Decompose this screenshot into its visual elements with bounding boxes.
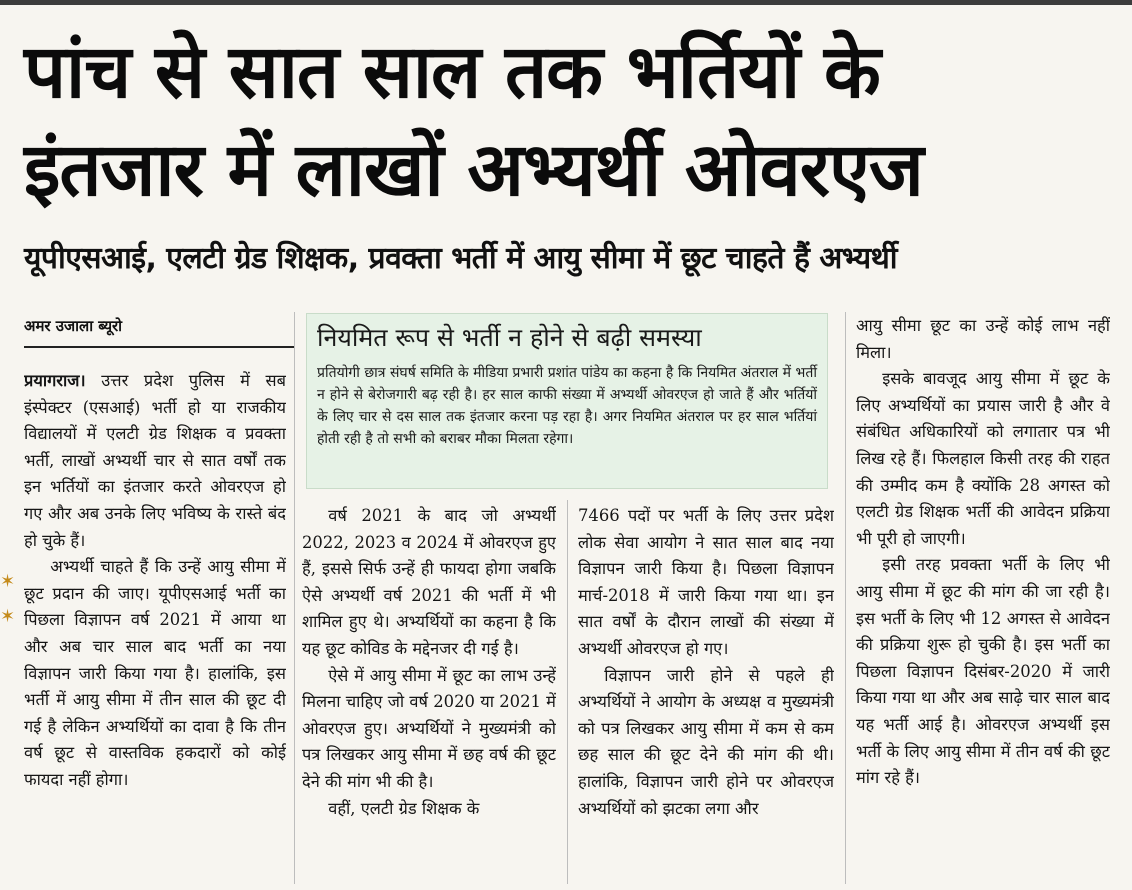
column-2-paragraph-2: ऐसे में आयु सीमा में छूट का लाभ उन्हें मिलना चाहिए जो वर्ष 2020 या 2021 में ओवरएज हुए। अभ्यर्थियों ने मुख्यमंत्री को पत्र लिखकर आयु सीमा में छह वर्ष की छूट देने की मांग भी की है। bbox=[302, 665, 556, 791]
column-1-paragraph-1 bbox=[24, 368, 286, 554]
article-column-4 bbox=[856, 313, 1110, 885]
page-edge-ornament: ✶ bbox=[0, 571, 16, 592]
column-4-paragraph-1: आयु सीमा छूट का उन्हें कोई लाभ नहीं मिला। bbox=[856, 316, 1110, 362]
headline-line-1: पांच से सात साल तक भर्तियों के bbox=[24, 29, 880, 115]
column-2-paragraph-1: वर्ष 2021 के बाद जो अभ्यर्थी 2022, 2023 व 2024 में ओवरएज हुए हैं, इससे सिर्फ उन्हें ही फायदा होगा जबकि ऐसे अभ्यर्थी वर्ष 2021 की भर्ती में भी शामिल हुए थे। अभ्यर्थियों का कहना है कि यह छूट कोविड के मद्देनजर दी गई है। bbox=[302, 506, 556, 658]
subheadline: यूपीएसआई, एलटी ग्रेड शिक्षक, प्रवक्ता भर्ती में आयु सीमा में छूट चाहते हैं अभ्यर्थी bbox=[24, 241, 898, 276]
column-divider bbox=[294, 312, 295, 884]
column-1-paragraph-1-text: उत्तर प्रदेश पुलिस में सब इंस्पेक्टर (एसआई) भर्ती हो या राजकीय विद्यालयों में एलटी ग्रेड शिक्षक व प्रवक्ता भर्ती, लाखों अभ्यर्थी चार से सात वर्षों तक इन भर्तियों का इंतजार करते ओवरएज हो गए और अब उनके लिए भविष्य के रास्ते बंद हो चुके हैं। bbox=[24, 371, 286, 550]
article-column-3 bbox=[578, 503, 834, 883]
column-divider bbox=[567, 500, 568, 884]
column-2-paragraph-3: वहीं, एलटी ग्रेड शिक्षक के bbox=[328, 798, 480, 818]
page-edge-ornament: ✶ bbox=[0, 606, 16, 627]
article-column-2 bbox=[302, 503, 556, 883]
article-column-1 bbox=[24, 368, 286, 880]
byline: अमर उजाला ब्यूरो bbox=[24, 316, 294, 348]
column-4-paragraph-3: इसी तरह प्रवक्ता भर्ती के लिए भी आयु सीमा में छूट की मांग की जा रही है। इस भर्ती के लिए भी 12 अगस्त से आवेदन की प्रक्रिया शुरू हो चुकी है। इस भर्ती का पिछला विज्ञापन दिसंबर-2020 में जारी किया गया था और अब साढ़े चार साल बाद यह भर्ती आई है। ओवरएज अभ्यर्थी इस भर्ती के लिए आयु सीमा में तीन वर्ष की छूट मांग रहे हैं। bbox=[856, 555, 1110, 788]
top-border bbox=[0, 0, 1132, 5]
column-3-paragraph-1: 7466 पदों पर भर्ती के लिए उत्तर प्रदेश लोक सेवा आयोग ने सात साल बाद नया विज्ञापन जारी किया है। पिछला विज्ञापन मार्च-2018 में जारी किया गया था। इन सात वर्षों के दौरान लाखों की संख्या में अभ्यर्थी ओवरएज हो गए। bbox=[578, 506, 834, 658]
column-4-paragraph-2: इसके बावजूद आयु सीमा में छूट के लिए अभ्यर्थियों का प्रयास जारी है और वे संबंधित अधिकारियों को लगातार पत्र भी लिख रहे हैं। फिलहाल किसी तरह की राहत की उम्मीद कम है क्योंकि 28 अगस्त को एलटी ग्रेड शिक्षक भर्ती की आवेदन प्रक्रिया भी पूरी हो जाएगी। bbox=[856, 369, 1110, 548]
column-divider bbox=[845, 312, 846, 884]
headline-line-2: इंतजार में लाखों अभ्यर्थी ओवरएज bbox=[24, 127, 923, 213]
dateline: प्रयागराज। bbox=[24, 371, 86, 390]
column-1-paragraph-2: अभ्यर्थी चाहते हैं कि उन्हें आयु सीमा में छूट प्रदान की जाए। यूपीएसआई भर्ती का पिछला विज्ञापन वर्ष 2021 में आया था और अब चार साल बाद भर्ती का नया विज्ञापन जारी किया गया है। हालांकि, इस भर्ती में आयु सीमा में तीन साल की छूट दी गई है लेकिन अभ्यर्थियों का दावा है कि तीन वर्ष छूट से वास्तविक हकदारों को कोई फायदा नहीं होगा। bbox=[24, 557, 286, 789]
column-3-paragraph-2: विज्ञापन जारी होने से पहले ही अभ्यर्थियों ने आयोग के अध्यक्ष व मुख्यमंत्री को पत्र लिखकर आयु सीमा में कम से कम छह साल की छूट देने की मांग की थी। हालांकि, विज्ञापन जारी होने पर ओवरएज अभ्यर्थियों को झटका लगा और bbox=[578, 665, 834, 818]
highlight-box-body: प्रतियोगी छात्र संघर्ष समिति के मीडिया प्रभारी प्रशांत पांडेय का कहना है कि नियमित अंतराल में भर्ती न होने से बेरोजगारी बढ़ रही है। हर साल काफी संख्या में अभ्यर्थी ओवरएज हो जाते हैं और भर्तियों के लिए चार से दस साल तक इंतजार करना पड़ रहा है। अगर नियमित अंतराल पर हर साल भर्तियां होती रही है तो सभी को बराबर मौका मिलता रहेगा। bbox=[317, 365, 817, 447]
highlight-box bbox=[306, 313, 828, 489]
highlight-box-title: नियमित रूप से भर्ती न होने से बढ़ी समस्या bbox=[317, 323, 702, 352]
